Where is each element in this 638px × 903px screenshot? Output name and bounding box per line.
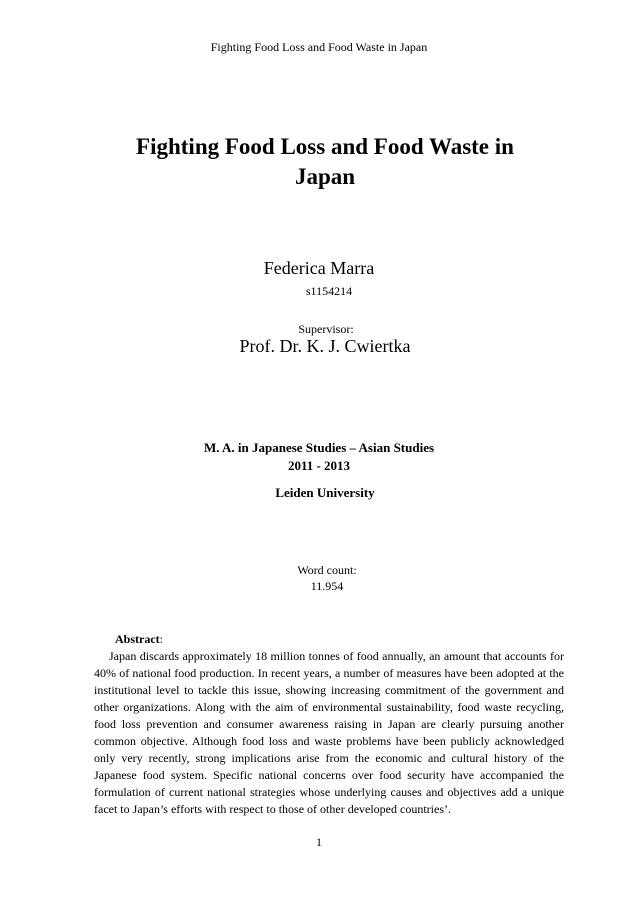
title-line-1: Fighting Food Loss and Food Waste in [136,134,514,159]
running-header: Fighting Food Loss and Food Waste in Japan [210,40,428,54]
document-title [70,132,580,192]
supervisor-label: Supervisor: [298,322,354,336]
word-count-value: 11.954 [310,579,344,593]
abstract-text: Japan discards approximately 18 million tonnes of food annually, an amount that accounts for 40% of national food production. In recent years, a number of measures have been adopted at the institutional level to tackle this issue, showing increasing commitment of the government and other organizations. Along with the aim of environmental sustainability, food waste recycling, food loss prevention and consumer awareness raising in Japan are clearly pursuing another common objective. Although food loss and waste problems have been publicly acknowledged only very recently, strong implications arise from the economic and cultural history of the Japanese food system. Specific national concerns over food security have accompanied the formulation of current national strategies whose underlying causes and objectives add a unique facet to Japan’s efforts with respect to those of other developed countries’. [94,649,564,816]
title-line-2: Japan [294,164,356,189]
supervisor-name: Prof. Dr. K. J. Cwiertka [239,336,411,356]
abstract-section [94,631,564,818]
abstract-heading [94,631,564,648]
program-info [0,439,638,475]
abstract-label-suffix: : [159,632,163,646]
author-name: Federica Marra [263,258,375,278]
word-count [0,562,638,594]
abstract-label: Abstract [115,632,160,646]
degree-years: 2011 - 2013 [287,458,351,473]
degree-title: M. A. in Japanese Studies – Asian Studies [203,440,435,455]
student-id: s1154214 [305,284,353,298]
university-name: Leiden University [275,485,375,500]
word-count-label: Word count: [297,563,357,577]
page-number: 1 [316,835,322,849]
